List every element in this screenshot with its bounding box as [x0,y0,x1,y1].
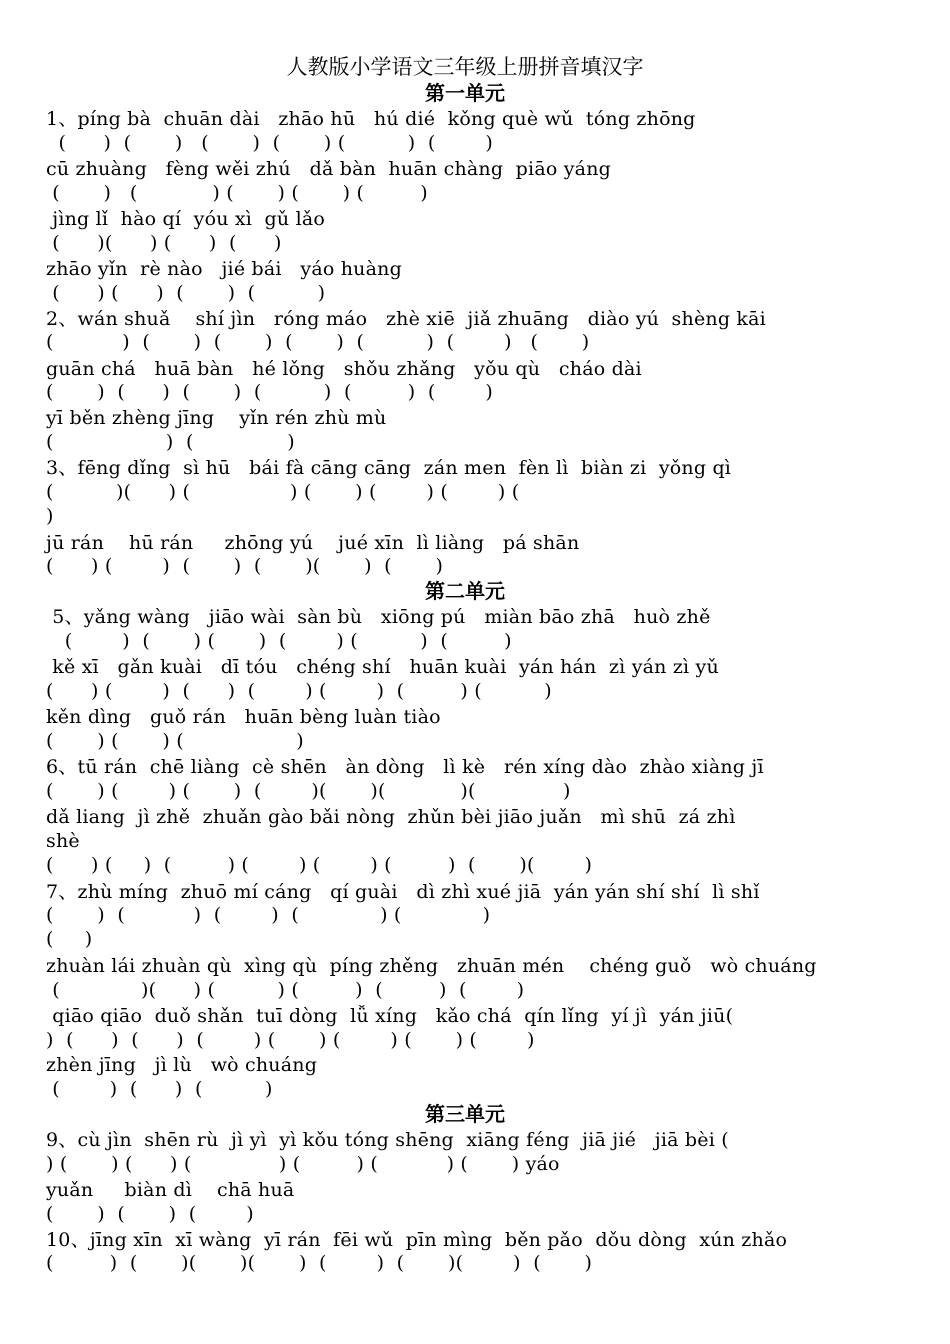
worksheet-title: 人教版小学语文三年级上册拼音填汉字 [286,55,644,79]
pinyin-line: 10、jīng xīn xī wàng yī rán fēi wǔ pīn mìng běn pǎo dǒu dòng xún zhǎo [46,1229,788,1251]
answer-blanks-line: ) ( ) ( ) ( ) ( ) ( ) ( ) yáo [46,1153,560,1175]
answer-blanks-line: ( ) ( ) ( ) ( )( )( )( ) [46,780,571,802]
pinyin-line: zhèn jīng jì lù wò chuáng [46,1054,318,1076]
answer-blanks-line: ( ) ( )( )( ) ( ) ( )( ) ( ) [46,1252,593,1274]
pinyin-line: shè [46,830,80,852]
answer-blanks-line: ( ) ( ) ( ) ( ) ( ) ( ) [46,630,512,652]
answer-blanks-line: ( ) ( ) ( ) [46,1203,254,1225]
pinyin-line: 9、cù jìn shēn rù jì yì yì kǒu tóng shēng xiāng féng jiā jié jiā bèi ( [46,1129,729,1151]
pinyin-line: kě xī gǎn kuài dī tóu chéng shí huān kuài yán hán zì yán zì yǔ [46,656,719,678]
answer-blanks-line: ( ) ( ) ( ) [46,730,304,752]
answer-blanks-line: ( ) ( ) ( ) ( ) ( ) ( ) ( ) [46,680,552,702]
pinyin-line: jìng lǐ hào qí yóu xì gǔ lǎo [46,208,326,230]
pinyin-line: 5、yǎng wàng jiāo wài sàn bù xiōng pú miàn bāo zhā huò zhě [46,606,711,628]
pinyin-line: guān chá huā bàn hé lǒng shǒu zhǎng yǒu qù cháo dài [46,358,642,380]
answer-blanks-line: ( )( ) ( ) ( ) ( ) ( ) ( [46,481,520,503]
unit-heading-2: 第二单元 [425,579,505,603]
answer-blanks-line: ( ) ( ) ( ) ( ) ( ) ( ) ( )( ) [46,854,593,876]
answer-blanks-line: ( ) [46,928,93,950]
pinyin-line: 6、tū rán chē liàng cè shēn àn dòng lì kè rén xíng dào zhào xiàng jī [46,756,764,778]
pinyin-line: jū rán hū rán zhōng yú jué xīn lì liàng pá shān [46,532,580,554]
pinyin-line: qiāo qiāo duǒ shǎn tuī dòng lǚ xíng kǎo chá qín lǐng yí jì yán jiū( [46,1005,734,1027]
pinyin-line: yuǎn biàn dì chā huā [46,1179,295,1201]
pinyin-line: zhāo yǐn rè nào jié bái yáo huàng [46,258,402,280]
answer-blanks-line: ( ) ( ) ( ) ( ) ( ) ( ) [46,381,494,403]
answer-blanks-line: ( ) ( ) ( ) [46,1078,273,1100]
answer-blanks-line: ( )( ) ( ) ( ) [46,232,282,254]
answer-blanks-line: ( ) ( ) ( ) ( ) ( ) [46,182,428,204]
answer-blanks-line: ( )( ) ( ) ( ) ( ) ( ) [46,979,525,1001]
answer-blanks-line: ( ) ( ) ( ) ( )( ) ( ) [46,555,444,577]
answer-blanks-line: ( ) ( ) [46,431,295,453]
pinyin-line: 2、wán shuǎ shí jìn róng máo zhè xiē jiǎ zhuāng diào yú shèng kāi [46,308,766,330]
pinyin-line: 1、píng bà chuān dài zhāo hū hú dié kǒng què wǔ tóng zhōng [46,108,696,130]
pinyin-line: yī běn zhèng jīng yǐn rén zhù mù [46,407,387,429]
answer-blanks-line: ) ( ) ( ) ( ) ( ) ( ) ( ) ( ) [46,1029,535,1051]
answer-blanks-line: ( ) ( ) ( ) ( ) [46,282,326,304]
answer-blanks-line: ) [46,505,54,527]
pinyin-line: zhuàn lái zhuàn qù xìng qù píng zhěng zhuān mén chéng guǒ wò chuáng [46,955,817,977]
unit-heading-1: 第一单元 [425,81,505,105]
pinyin-line: kěn dìng guǒ rán huān bèng luàn tiào [46,706,441,728]
pinyin-line: 3、fēng dǐng sì hū bái fà cāng cāng zán men fèn lì biàn zi yǒng qì [46,457,732,479]
pinyin-line: 7、zhù míng zhuō mí cáng qí guài dì zhì xué jiā yán yán shí shí lì shǐ [46,881,760,903]
pinyin-line: dǎ liang jì zhě zhuǎn gào bǎi nòng zhǔn bèi jiāo juǎn mì shū zá zhì [46,806,736,828]
answer-blanks-line: ( ) ( ) ( ) ( ) ( ) ( ) ( ) [46,331,590,353]
answer-blanks-line: ( ) ( ) ( ) ( ) ( ) [46,904,491,926]
answer-blanks-line: ( ) ( ) ( ) ( ) ( ) ( ) [46,132,494,154]
unit-heading-3: 第三单元 [425,1102,505,1126]
pinyin-line: cū zhuàng fèng wěi zhú dǎ bàn huān chàng piāo yáng [46,158,611,180]
